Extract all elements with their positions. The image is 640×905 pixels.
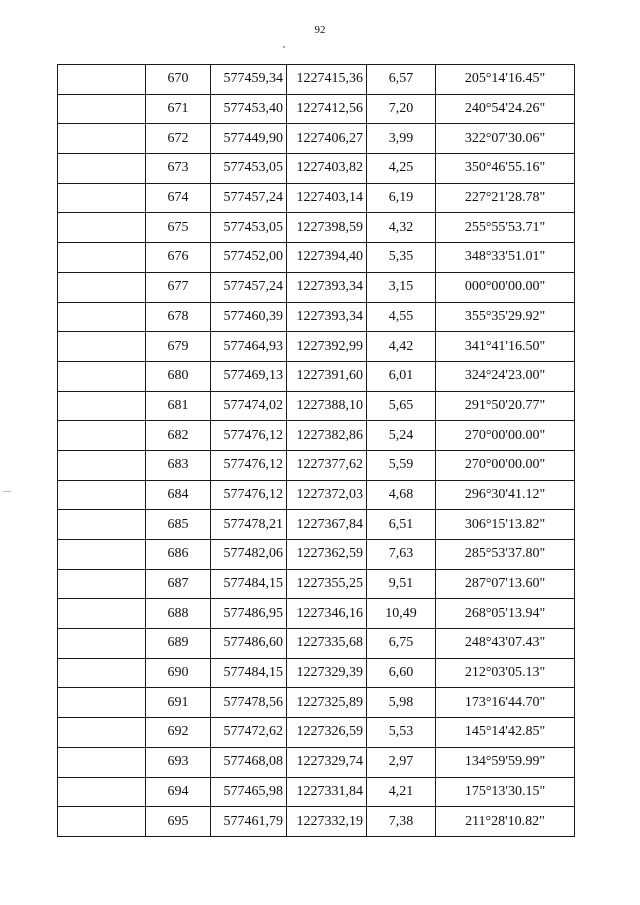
point-number-cell: 693	[146, 747, 211, 777]
point-number-cell: 673	[146, 154, 211, 184]
empty-cell	[58, 629, 146, 659]
direction-angle-cell: 134°59'59.99"	[436, 747, 575, 777]
empty-cell	[58, 94, 146, 124]
empty-cell	[58, 124, 146, 154]
y-coordinate-cell: 1227355,25	[287, 569, 367, 599]
x-coordinate-cell: 577457,24	[211, 272, 287, 302]
distance-cell: 10,49	[367, 599, 436, 629]
y-coordinate-cell: 1227331,84	[287, 777, 367, 807]
point-number-cell: 672	[146, 124, 211, 154]
table-row	[58, 272, 575, 302]
x-coordinate-cell: 577468,08	[211, 747, 287, 777]
empty-cell	[58, 569, 146, 599]
y-coordinate-cell: 1227325,89	[287, 688, 367, 718]
empty-cell	[58, 302, 146, 332]
x-coordinate-cell: 577486,60	[211, 629, 287, 659]
y-coordinate-cell: 1227329,39	[287, 658, 367, 688]
table-row	[58, 777, 575, 807]
table-row	[58, 332, 575, 362]
distance-cell: 5,53	[367, 718, 436, 748]
distance-cell: 3,99	[367, 124, 436, 154]
x-coordinate-cell: 577453,40	[211, 94, 287, 124]
x-coordinate-cell: 577472,62	[211, 718, 287, 748]
x-coordinate-cell: 577459,34	[211, 65, 287, 95]
empty-cell	[58, 718, 146, 748]
direction-angle-cell: 227°21'28.78"	[436, 183, 575, 213]
x-coordinate-cell: 577478,56	[211, 688, 287, 718]
distance-cell: 3,15	[367, 272, 436, 302]
point-number-cell: 687	[146, 569, 211, 599]
empty-cell	[58, 777, 146, 807]
x-coordinate-cell: 577449,90	[211, 124, 287, 154]
distance-cell: 4,55	[367, 302, 436, 332]
table-row	[58, 302, 575, 332]
direction-angle-cell: 341°41'16.50"	[436, 332, 575, 362]
direction-angle-cell: 268°05'13.94"	[436, 599, 575, 629]
x-coordinate-cell: 577478,21	[211, 510, 287, 540]
y-coordinate-cell: 1227382,86	[287, 421, 367, 451]
empty-cell	[58, 807, 146, 837]
coordinates-table	[57, 64, 575, 837]
distance-cell: 6,75	[367, 629, 436, 659]
y-coordinate-cell: 1227326,59	[287, 718, 367, 748]
empty-cell	[58, 332, 146, 362]
distance-cell: 4,68	[367, 480, 436, 510]
y-coordinate-cell: 1227406,27	[287, 124, 367, 154]
direction-angle-cell: 212°03'05.13"	[436, 658, 575, 688]
direction-angle-cell: 350°46'55.16"	[436, 154, 575, 184]
point-number-cell: 677	[146, 272, 211, 302]
x-coordinate-cell: 577476,12	[211, 450, 287, 480]
table-row	[58, 154, 575, 184]
table-row	[58, 540, 575, 570]
x-coordinate-cell: 577469,13	[211, 361, 287, 391]
y-coordinate-cell: 1227415,36	[287, 65, 367, 95]
x-coordinate-cell: 577460,39	[211, 302, 287, 332]
distance-cell: 4,32	[367, 213, 436, 243]
table-row	[58, 629, 575, 659]
empty-cell	[58, 361, 146, 391]
direction-angle-cell: 270°00'00.00"	[436, 450, 575, 480]
point-number-cell: 674	[146, 183, 211, 213]
point-number-cell: 680	[146, 361, 211, 391]
point-number-cell: 671	[146, 94, 211, 124]
table-row	[58, 124, 575, 154]
distance-cell: 5,59	[367, 450, 436, 480]
table-row	[58, 183, 575, 213]
distance-cell: 6,57	[367, 65, 436, 95]
table-row	[58, 718, 575, 748]
direction-angle-cell: 173°16'44.70"	[436, 688, 575, 718]
empty-cell	[58, 450, 146, 480]
direction-angle-cell: 291°50'20.77"	[436, 391, 575, 421]
point-number-cell: 670	[146, 65, 211, 95]
empty-cell	[58, 747, 146, 777]
x-coordinate-cell: 577474,02	[211, 391, 287, 421]
table-row	[58, 599, 575, 629]
point-number-cell: 683	[146, 450, 211, 480]
empty-cell	[58, 599, 146, 629]
direction-angle-cell: 322°07'30.06"	[436, 124, 575, 154]
x-coordinate-cell: 577453,05	[211, 154, 287, 184]
distance-cell: 5,98	[367, 688, 436, 718]
table-row	[58, 807, 575, 837]
x-coordinate-cell: 577464,93	[211, 332, 287, 362]
point-number-cell: 689	[146, 629, 211, 659]
point-number-cell: 678	[146, 302, 211, 332]
empty-cell	[58, 480, 146, 510]
point-number-cell: 682	[146, 421, 211, 451]
distance-cell: 2,97	[367, 747, 436, 777]
distance-cell: 9,51	[367, 569, 436, 599]
distance-cell: 7,38	[367, 807, 436, 837]
point-number-cell: 679	[146, 332, 211, 362]
direction-angle-cell: 324°24'23.00"	[436, 361, 575, 391]
x-coordinate-cell: 577486,95	[211, 599, 287, 629]
empty-cell	[58, 183, 146, 213]
point-number-cell: 694	[146, 777, 211, 807]
direction-angle-cell: 240°54'24.26"	[436, 94, 575, 124]
y-coordinate-cell: 1227372,03	[287, 480, 367, 510]
x-coordinate-cell: 577465,98	[211, 777, 287, 807]
x-coordinate-cell: 577476,12	[211, 421, 287, 451]
point-number-cell: 684	[146, 480, 211, 510]
direction-angle-cell: 348°33'51.01"	[436, 243, 575, 273]
coordinates-table-body	[58, 65, 575, 837]
x-coordinate-cell: 577482,06	[211, 540, 287, 570]
empty-cell	[58, 540, 146, 570]
empty-cell	[58, 391, 146, 421]
table-row	[58, 421, 575, 451]
x-coordinate-cell: 577457,24	[211, 183, 287, 213]
empty-cell	[58, 65, 146, 95]
table-row	[58, 688, 575, 718]
distance-cell: 6,60	[367, 658, 436, 688]
table-row	[58, 65, 575, 95]
direction-angle-cell: 175°13'30.15"	[436, 777, 575, 807]
point-number-cell: 695	[146, 807, 211, 837]
distance-cell: 5,35	[367, 243, 436, 273]
table-row	[58, 94, 575, 124]
direction-angle-cell: 255°55'53.71"	[436, 213, 575, 243]
y-coordinate-cell: 1227394,40	[287, 243, 367, 273]
empty-cell	[58, 421, 146, 451]
y-coordinate-cell: 1227346,16	[287, 599, 367, 629]
y-coordinate-cell: 1227403,82	[287, 154, 367, 184]
y-coordinate-cell: 1227367,84	[287, 510, 367, 540]
direction-angle-cell: 306°15'13.82"	[436, 510, 575, 540]
scan-edge-mark	[3, 491, 11, 492]
distance-cell: 6,01	[367, 361, 436, 391]
distance-cell: 7,20	[367, 94, 436, 124]
distance-cell: 6,51	[367, 510, 436, 540]
empty-cell	[58, 243, 146, 273]
direction-angle-cell: 248°43'07.43"	[436, 629, 575, 659]
table-row	[58, 747, 575, 777]
empty-cell	[58, 510, 146, 540]
point-number-cell: 692	[146, 718, 211, 748]
distance-cell: 5,65	[367, 391, 436, 421]
distance-cell: 4,21	[367, 777, 436, 807]
y-coordinate-cell: 1227362,59	[287, 540, 367, 570]
table-row	[58, 569, 575, 599]
empty-cell	[58, 658, 146, 688]
table-row	[58, 243, 575, 273]
y-coordinate-cell: 1227393,34	[287, 272, 367, 302]
direction-angle-cell: 296°30'41.12"	[436, 480, 575, 510]
table-row	[58, 510, 575, 540]
distance-cell: 6,19	[367, 183, 436, 213]
y-coordinate-cell: 1227329,74	[287, 747, 367, 777]
y-coordinate-cell: 1227393,34	[287, 302, 367, 332]
y-coordinate-cell: 1227391,60	[287, 361, 367, 391]
x-coordinate-cell: 577484,15	[211, 569, 287, 599]
point-number-cell: 675	[146, 213, 211, 243]
distance-cell: 4,42	[367, 332, 436, 362]
direction-angle-cell: 000°00'00.00"	[436, 272, 575, 302]
page-number: 92	[314, 24, 326, 36]
point-number-cell: 681	[146, 391, 211, 421]
direction-angle-cell: 211°28'10.82"	[436, 807, 575, 837]
direction-angle-cell: 355°35'29.92"	[436, 302, 575, 332]
x-coordinate-cell: 577461,79	[211, 807, 287, 837]
y-coordinate-cell: 1227392,99	[287, 332, 367, 362]
distance-cell: 5,24	[367, 421, 436, 451]
distance-cell: 4,25	[367, 154, 436, 184]
y-coordinate-cell: 1227403,14	[287, 183, 367, 213]
y-coordinate-cell: 1227377,62	[287, 450, 367, 480]
y-coordinate-cell: 1227398,59	[287, 213, 367, 243]
y-coordinate-cell: 1227332,19	[287, 807, 367, 837]
table-row	[58, 361, 575, 391]
empty-cell	[58, 688, 146, 718]
x-coordinate-cell: 577453,05	[211, 213, 287, 243]
direction-angle-cell: 145°14'42.85"	[436, 718, 575, 748]
table-row	[58, 213, 575, 243]
empty-cell	[58, 272, 146, 302]
x-coordinate-cell: 577484,15	[211, 658, 287, 688]
table-row	[58, 391, 575, 421]
y-coordinate-cell: 1227335,68	[287, 629, 367, 659]
scan-speck	[283, 46, 285, 48]
point-number-cell: 676	[146, 243, 211, 273]
direction-angle-cell: 285°53'37.80"	[436, 540, 575, 570]
point-number-cell: 686	[146, 540, 211, 570]
table-row	[58, 480, 575, 510]
empty-cell	[58, 213, 146, 243]
direction-angle-cell: 270°00'00.00"	[436, 421, 575, 451]
direction-angle-cell: 287°07'13.60"	[436, 569, 575, 599]
point-number-cell: 688	[146, 599, 211, 629]
x-coordinate-cell: 577476,12	[211, 480, 287, 510]
table-row	[58, 450, 575, 480]
y-coordinate-cell: 1227412,56	[287, 94, 367, 124]
empty-cell	[58, 154, 146, 184]
point-number-cell: 690	[146, 658, 211, 688]
distance-cell: 7,63	[367, 540, 436, 570]
point-number-cell: 685	[146, 510, 211, 540]
direction-angle-cell: 205°14'16.45"	[436, 65, 575, 95]
table-row	[58, 658, 575, 688]
point-number-cell: 691	[146, 688, 211, 718]
x-coordinate-cell: 577452,00	[211, 243, 287, 273]
y-coordinate-cell: 1227388,10	[287, 391, 367, 421]
